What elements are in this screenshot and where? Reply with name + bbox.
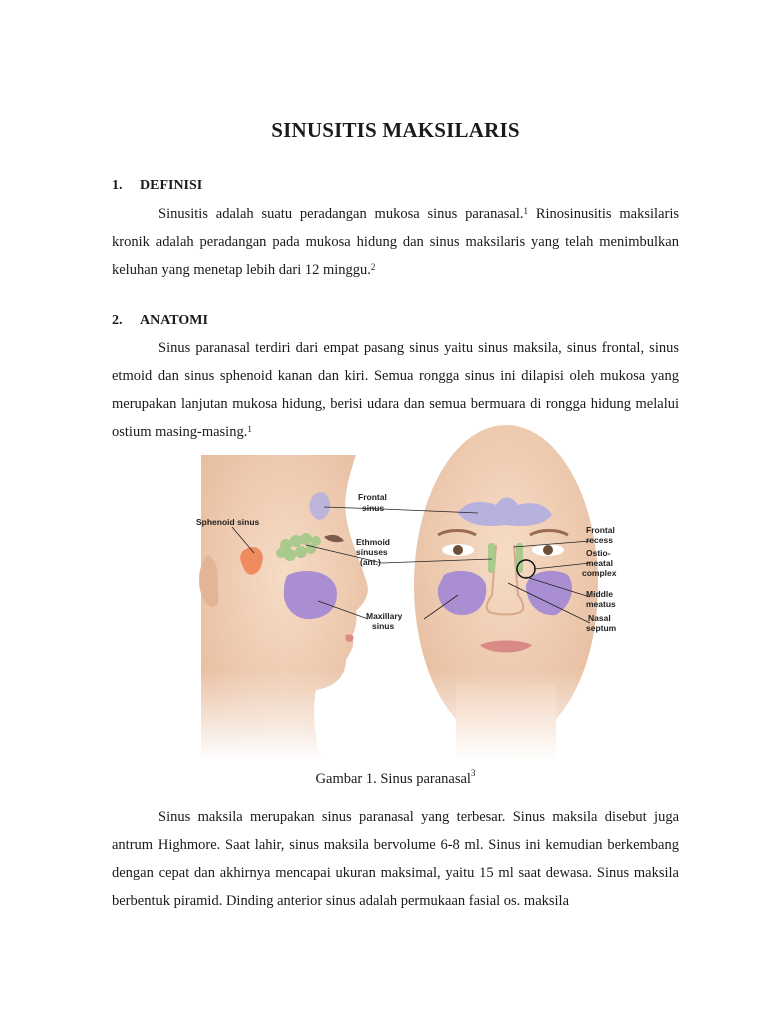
citation-ref: 1 [247,424,252,434]
section-heading-anatomi [112,313,208,329]
sinus-anatomy-figure [196,455,617,760]
svg-text:complex: complex [582,568,617,578]
label-sphenoid-sinus: Sphenoid sinus [196,517,260,527]
figure-caption: Gambar 1. Sinus paranasal$^3$ [315,768,476,787]
svg-text:meatus: meatus [586,599,616,609]
svg-text:Ethmoid: Ethmoid [356,537,390,547]
section-number: 1. [112,178,123,193]
svg-text:(ant.): (ant.) [360,557,381,567]
svg-text:Frontal: Frontal [586,525,615,535]
svg-text:Frontal: Frontal [358,492,387,502]
section-heading-definisi [112,178,202,194]
svg-text:Nasal: Nasal [588,613,611,623]
svg-text:recess: recess [586,535,613,545]
svg-text:Middle: Middle [586,589,613,599]
svg-text:sinuses: sinuses [356,547,388,557]
paragraph-anatomi: Sinus paranasal terdiri dari empat pasang sinus yaitu sinus maksila, sinus frontal, sinus etmoid dan sinus sphenoid kanan dan kiri. Semua rongga sinus ini dilapisi oleh mukosa yang merupakan lanjutan mukosa hidung, berisi udara dan semua bermuara di rongga hidung melalui ostium masing-masing.$^1$ [112,340,679,440]
svg-text:meatal: meatal [586,558,613,568]
svg-text:Ostio-: Ostio- [586,548,611,558]
section-title: ANATOMI [140,313,208,328]
citation-ref: 1 [523,206,528,216]
page-title: SINUSITIS MAKSILARIS [271,118,520,142]
svg-text:Maxillary: Maxillary [366,611,403,621]
svg-text:sinus: sinus [362,503,385,513]
section-number: 2. [112,313,123,328]
citation-ref: 3 [470,768,476,778]
citation-ref: 2 [370,262,376,272]
svg-text:sinus: sinus [372,621,395,631]
svg-text:septum: septum [586,623,617,633]
paragraph-definisi: Sinusitis adalah suatu peradangan mukosa sinus paranasal.$^1$ Rinosinusitis maksilaris kronik adalah peradangan pada mukosa hidung dan sinus maksilaris yang telah menimbulkan keluhan yang menetap lebih dari 12 minggu.$^2$ [112,206,679,278]
section-title: DEFINISI [140,178,203,193]
paragraph-sinus-maksila: Sinus maksila merupakan sinus paranasal yang terbesar. Sinus maksila disebut juga antrum Highmore. Saat lahir, sinus maksila bervolume 6-8 ml. Sinus ini kemudian berkembang dengan cepat dan akhirnya mencapai ukuran maksimal, yaitu 15 ml saat dewasa. Sinus maksila berbentuk piramid. Dinding anterior sinus adalah permukaan fasial os. maksila [112,809,679,909]
